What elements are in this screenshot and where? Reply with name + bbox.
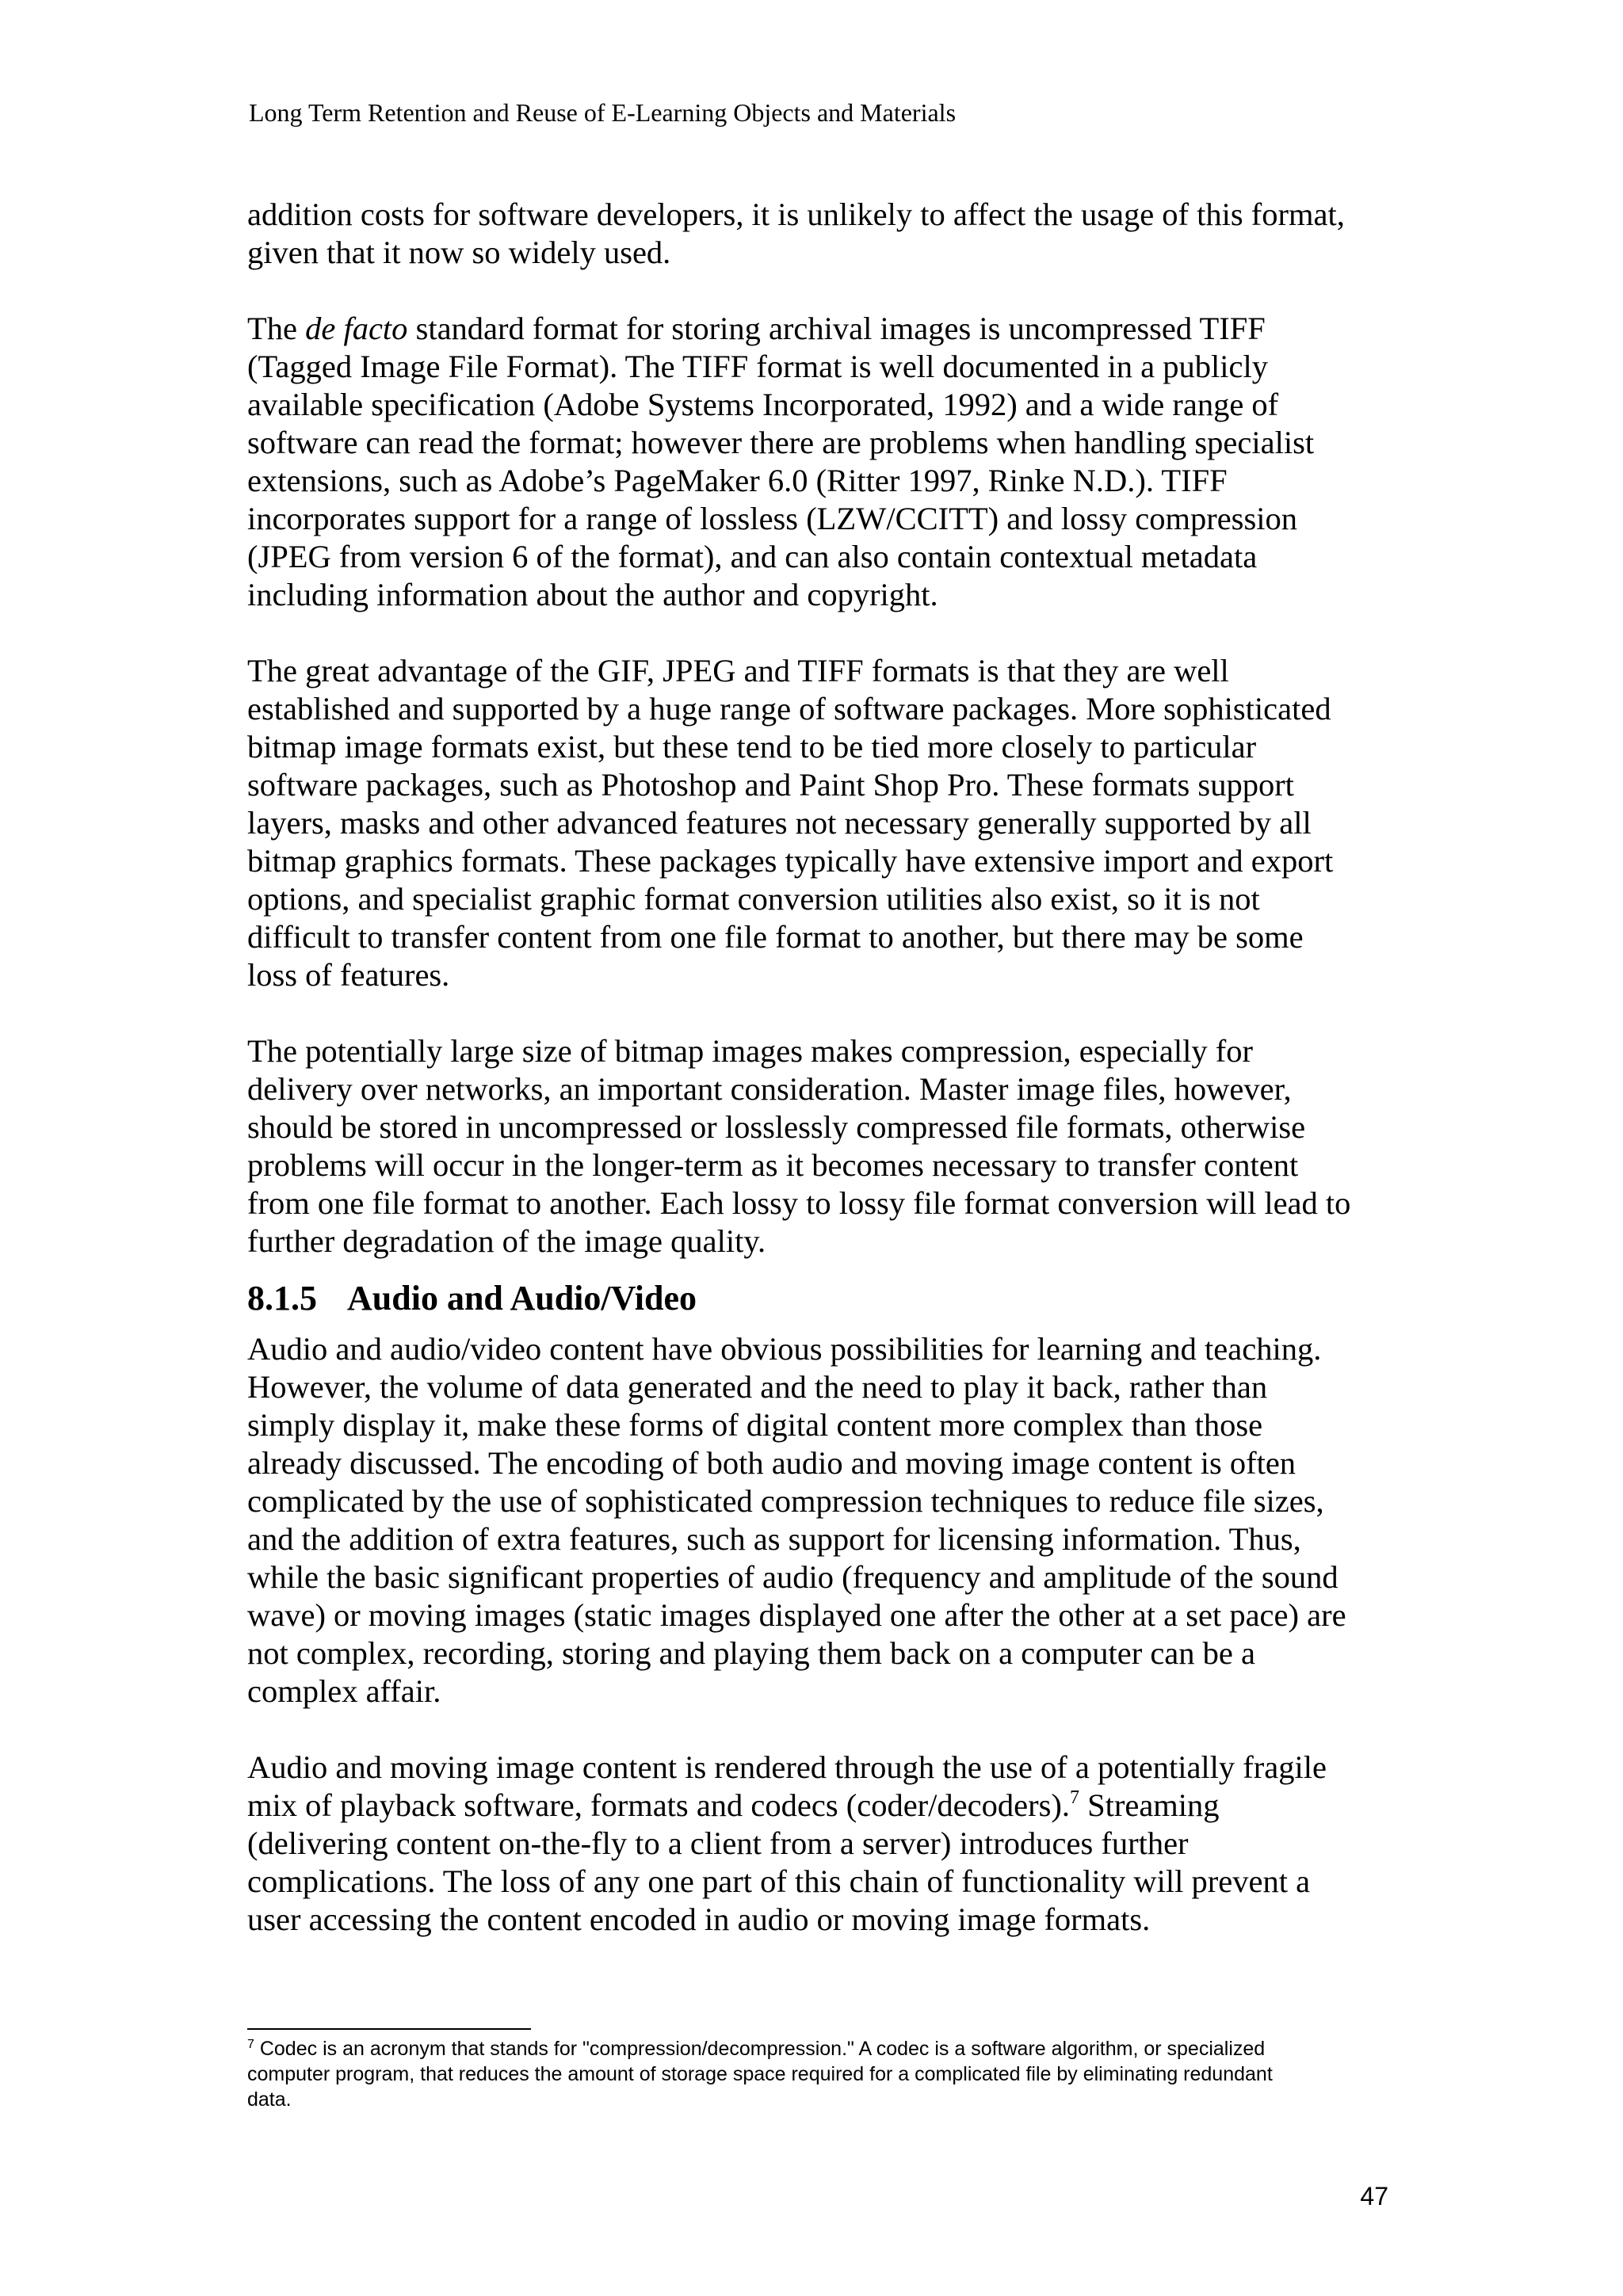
text-line: difficult to transfer content from one file format to another, but there may be some bbox=[247, 919, 1304, 955]
text-line: given that it now so widely used. bbox=[247, 235, 671, 270]
page-number: 47 bbox=[1360, 2182, 1388, 2210]
footnote-marker: 7 bbox=[247, 2038, 254, 2051]
text-line: The great advantage of the GIF, JPEG and TIFF formats is that they are well bbox=[247, 653, 1229, 688]
text-line: delivery over networks, an important consideration. Master image files, however, bbox=[247, 1071, 1292, 1107]
section-number: 8.1.5 bbox=[247, 1279, 317, 1318]
text-fragment: mix of playback software, formats and codecs (coder/decoders). bbox=[247, 1787, 1070, 1823]
text-line: incorporates support for a range of lossless (LZW/CCITT) and lossy compression bbox=[247, 501, 1297, 536]
text-line: including information about the author and copyright. bbox=[247, 577, 938, 612]
text-line: Audio and moving image content is rendered through the use of a potentially fragile bbox=[247, 1749, 1327, 1785]
text-line: bitmap image formats exist, but these tend to be tied more closely to particular bbox=[247, 729, 1257, 765]
text-line: Audio and audio/video content have obvious possibilities for learning and teaching. bbox=[247, 1331, 1322, 1367]
body-text bbox=[247, 196, 1388, 1939]
text-line: available specification (Adobe Systems Incorporated, 1992) and a wide range of bbox=[247, 387, 1279, 422]
text-line: problems will occur in the longer-term as it becomes necessary to transfer content bbox=[247, 1147, 1299, 1183]
text-line: The potentially large size of bitmap images makes compression, especially for bbox=[247, 1033, 1253, 1069]
section-heading bbox=[247, 1276, 1388, 1321]
text-fragment: The bbox=[247, 311, 306, 346]
text-line: complications. The loss of any one part of this chain of functionality will prevent a bbox=[247, 1863, 1311, 1899]
footnote bbox=[247, 2036, 1388, 2112]
text-line: addition costs for software developers, it is unlikely to affect the usage of this format, bbox=[247, 196, 1345, 232]
text-line: further degradation of the image quality. bbox=[247, 1223, 766, 1259]
paragraph-2 bbox=[247, 310, 1388, 614]
text-line: already discussed. The encoding of both audio and moving image content is often bbox=[247, 1445, 1296, 1481]
paragraph-1 bbox=[247, 196, 1388, 272]
text-line: and the addition of extra features, such as support for licensing information. Thus, bbox=[247, 1521, 1301, 1557]
text-line: established and supported by a huge range of software packages. More sophisticated bbox=[247, 691, 1331, 727]
paragraph-4 bbox=[247, 1032, 1388, 1261]
footnote-line: data. bbox=[247, 2088, 292, 2111]
text-line: software packages, such as Photoshop and Paint Shop Pro. These formats support bbox=[247, 767, 1294, 803]
text-line: However, the volume of data generated and the need to play it back, rather than bbox=[247, 1369, 1268, 1405]
text-line: complex affair. bbox=[247, 1673, 441, 1709]
text-line: (delivering content on-the-fly to a client from a server) introduces further bbox=[247, 1825, 1189, 1861]
text-line: options, and specialist graphic format conversion utilities also exist, so it is not bbox=[247, 881, 1260, 917]
text-line: loss of features. bbox=[247, 957, 450, 993]
text-line: not complex, recording, storing and playing them back on a computer can be a bbox=[247, 1635, 1255, 1671]
text-fragment: Codec is an acronym that stands for "compression/decompression." A codec is a software algorithm, or specialized bbox=[254, 2038, 1266, 2060]
footnote-divider bbox=[247, 2028, 531, 2030]
text-line bbox=[247, 310, 1388, 348]
footnote-reference[interactable]: 7 bbox=[1069, 1787, 1079, 1808]
italic-term: de facto bbox=[305, 311, 408, 346]
text-line: layers, masks and other advanced features not necessary generally supported by all bbox=[247, 805, 1312, 841]
text-line: while the basic significant properties of audio (frequency and amplitude of the sound bbox=[247, 1559, 1338, 1595]
text-line: (Tagged Image File Format). The TIFF format is well documented in a publicly bbox=[247, 349, 1269, 384]
text-line: from one file format to another. Each lossy to lossy file format conversion will lead to bbox=[247, 1185, 1351, 1221]
paragraph-3 bbox=[247, 652, 1388, 994]
text-line: extensions, such as Adobe’s PageMaker 6.0 (Ritter 1997, Rinke N.D.). TIFF bbox=[247, 463, 1228, 498]
text-line: complicated by the use of sophisticated compression techniques to reduce file sizes, bbox=[247, 1483, 1324, 1519]
text-line bbox=[247, 1787, 1388, 1825]
footnote-line bbox=[247, 2036, 1388, 2061]
text-fragment: Streaming bbox=[1079, 1787, 1220, 1823]
text-line: software can read the format; however there are problems when handling specialist bbox=[247, 425, 1315, 460]
text-line: should be stored in uncompressed or losslessly compressed file formats, otherwise bbox=[247, 1109, 1306, 1145]
text-line: bitmap graphics formats. These packages typically have extensive import and export bbox=[247, 843, 1334, 879]
running-header: Long Term Retention and Reuse of E-Learning Objects and Materials bbox=[249, 98, 957, 127]
paragraph-6 bbox=[247, 1749, 1388, 1939]
paragraph-5 bbox=[247, 1330, 1388, 1711]
section-title: Audio and Audio/Video bbox=[347, 1279, 697, 1318]
text-line: user accessing the content encoded in audio or moving image formats. bbox=[247, 1901, 1151, 1937]
text-line: (JPEG from version 6 of the format), and can also contain contextual metadata bbox=[247, 539, 1258, 574]
footnote-line: computer program, that reduces the amount of storage space required for a complicated file by eliminating redundant bbox=[247, 2063, 1273, 2085]
text-line: wave) or moving images (static images displayed one after the other at a set pace) are bbox=[247, 1597, 1346, 1633]
text-line: simply display it, make these forms of digital content more complex than those bbox=[247, 1407, 1263, 1443]
text-fragment: standard format for storing archival images is uncompressed TIFF bbox=[407, 311, 1266, 346]
